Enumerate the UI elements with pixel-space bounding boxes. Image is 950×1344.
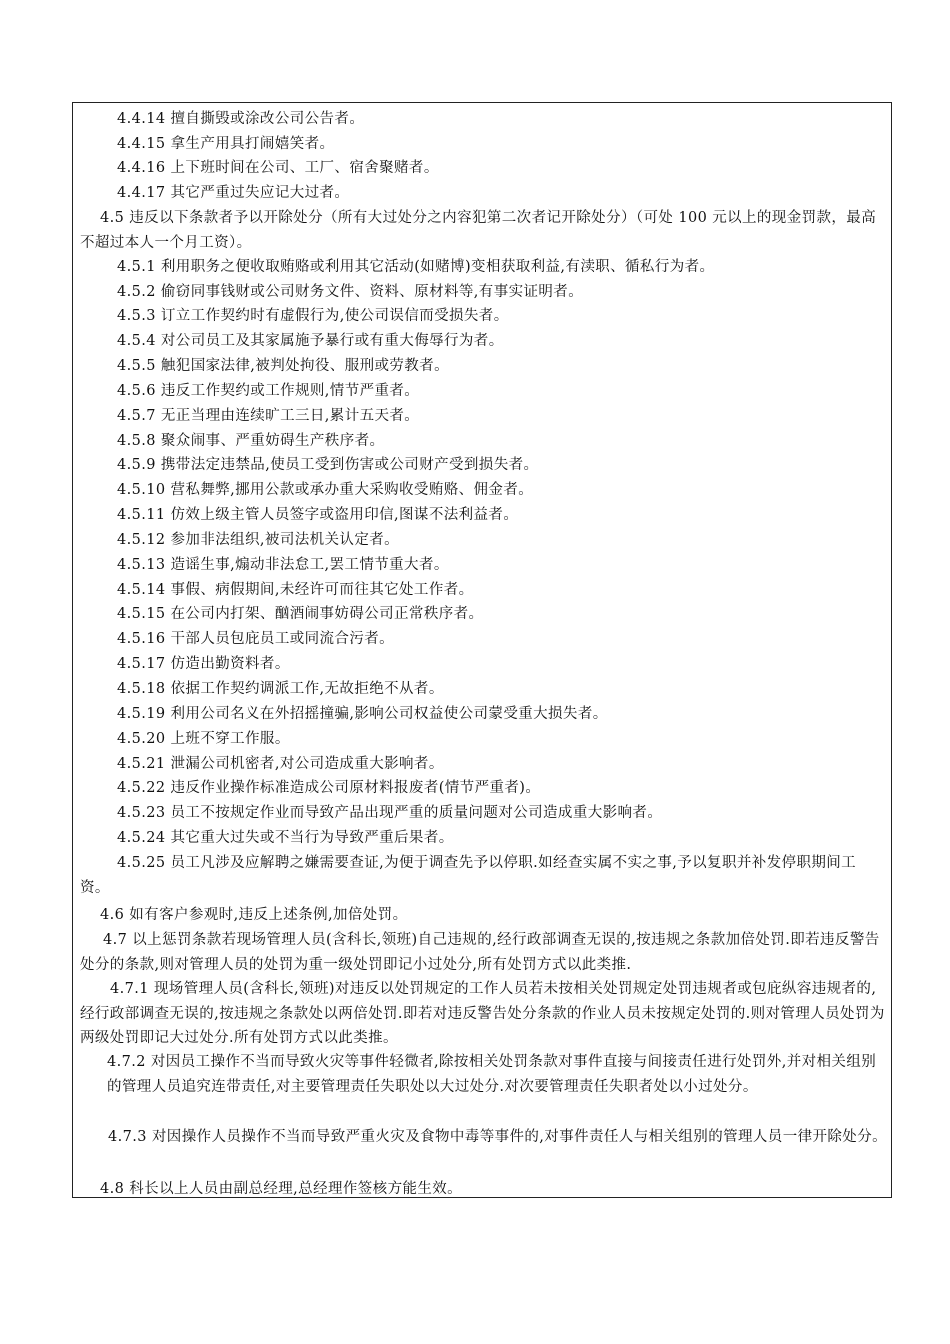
clause-4-5-2: 4.5.2 偷窃同事钱财或公司财务文件、资料、原材料等,有事实证明者。: [117, 284, 584, 300]
clause-4-5-3: 4.5.3 订立工作契约时有虚假行为,使公司误信而受损失者。: [117, 308, 509, 324]
clause-4-5-24: 4.5.24 其它重大过失或不当行为导致严重后果者。: [117, 830, 454, 846]
clause-4-5-20: 4.5.20 上班不穿工作服。: [117, 731, 290, 747]
clause-4-6: 4.6 如有客户参观时,违反上述条例,加倍处罚。: [100, 907, 408, 923]
clause-4-5-7: 4.5.7 无正当理由连续旷工三日,累计五天者。: [117, 408, 420, 424]
clause-4-5-19: 4.5.19 利用公司名义在外招摇撞骗,影响公司权益使公司蒙受重大损失者。: [117, 706, 608, 722]
clause-4-7-1: 4.7.1 现场管理人员(含科长,领班)对违反以处罚规定的工作人员若未按相关处罚规定处罚违规者或包庇纵容违规者的,经行政部调查无误的,按违规之条款处以两倍处罚.即若对违反警告处分条款的作业人员未按规定处罚的.则对管理人员处罚为两级处罚即记大过处分.所有处罚方式以此类推。: [80, 981, 885, 1046]
clause-4-7-2: 4.7.2 对因员工操作不当而导致火灾等事件轻微者,除按相关处罚条款对事件直接与间接责任进行处罚外,并对相关组别的管理人员追究连带责任,对主要管理责任失职处以大过处分.对次要管理责任失职者处以小过处分。: [107, 1054, 877, 1095]
clause-4-5-5: 4.5.5 触犯国家法律,被判处拘役、服刑或劳教者。: [117, 358, 450, 374]
clause-4-5-17: 4.5.17 仿造出勤资料者。: [117, 656, 290, 672]
clause-4-5-23: 4.5.23 员工不按规定作业而导致产品出现严重的质量问题对公司造成重大影响者。: [117, 805, 663, 821]
clause-4-5-14: 4.5.14 事假、病假期间,未经许可而往其它处工作者。: [117, 582, 474, 598]
clause-4-5-16: 4.5.16 干部人员包庇员工或同流合污者。: [117, 631, 395, 647]
clause-4-8: 4.8 科长以上人员由副总经理,总经理作签核方能生效。: [100, 1181, 463, 1197]
clause-4-5-15: 4.5.15 在公司内打架、酗酒闹事妨碍公司正常秩序者。: [117, 606, 484, 622]
clause-4-5-9: 4.5.9 携带法定违禁品,使员工受到伤害或公司财产受到损失者。: [117, 457, 539, 473]
clause-4-7-3: 4.7.3 对因操作人员操作不当而导致严重火灾及食物中毒等事件的,对事件责任人与相关组别的管理人员一律开除处分。: [108, 1129, 888, 1145]
clause-4-4-17: 4.4.17 其它严重过失应记大过者。: [117, 185, 350, 201]
clause-4-5-4: 4.5.4 对公司员工及其家属施予暴行或有重大侮辱行为者。: [117, 333, 504, 349]
clause-4-5-12: 4.5.12 参加非法组织,被司法机关认定者。: [117, 532, 400, 548]
clause-4-5-21: 4.5.21 泄漏公司机密者,对公司造成重大影响者。: [117, 756, 444, 772]
clause-4-4-15: 4.4.15 拿生产用具打闹嬉笑者。: [117, 136, 335, 152]
clause-4-5-25: 4.5.25 员工凡涉及应解聘之嫌需要查证,为便于调查先予以停职.如经查实属不实之事,予以复职并补发停职期间工资。: [80, 855, 857, 896]
clause-4-5: 4.5 违反以下条款者予以开除处分（所有大过处分之内容犯第二次者记开除处分）（可处 100 元以上的现金罚款，最高不超过本人一个月工资）。: [80, 210, 877, 251]
clause-4-5-6: 4.5.6 违反工作契约或工作规则,情节严重者。: [117, 383, 420, 399]
clause-4-5-13: 4.5.13 造谣生事,煽动非法怠工,罢工情节重大者。: [117, 557, 449, 573]
clause-4-4-16: 4.4.16 上下班时间在公司、工厂、宿舍聚赌者。: [117, 160, 439, 176]
clause-4-5-1: 4.5.1 利用职务之便收取贿赂或利用其它活动(如赌博)变相获取利益,有渎职、循私行为者。: [117, 259, 715, 275]
clause-4-4-14: 4.4.14 擅自撕毁或涂改公司公告者。: [117, 111, 365, 127]
clause-4-5-10: 4.5.10 营私舞弊,挪用公款或承办重大采购收受贿赂、佣金者。: [117, 482, 534, 498]
clause-4-5-18: 4.5.18 依据工作契约调派工作,无故拒绝不从者。: [117, 681, 444, 697]
clause-4-5-22: 4.5.22 违反作业操作标准造成公司原材料报废者(情节严重者)。: [117, 780, 541, 796]
clause-4-5-8: 4.5.8 聚众闹事、严重妨碍生产秩序者。: [117, 433, 385, 449]
clause-4-7: 4.7 以上惩罚条款若现场管理人员(含科长,领班)自己违规的,经行政部调查无误的,按违规之条款加倍处罚.即若违反警告处分的条款,则对管理人员的处罚为重一级处罚即记小过处分,所有处罚方式以此类推.: [80, 932, 880, 973]
clause-4-5-11: 4.5.11 仿效上级主管人员签字或盗用印信,图谋不法利益者。: [117, 507, 519, 523]
